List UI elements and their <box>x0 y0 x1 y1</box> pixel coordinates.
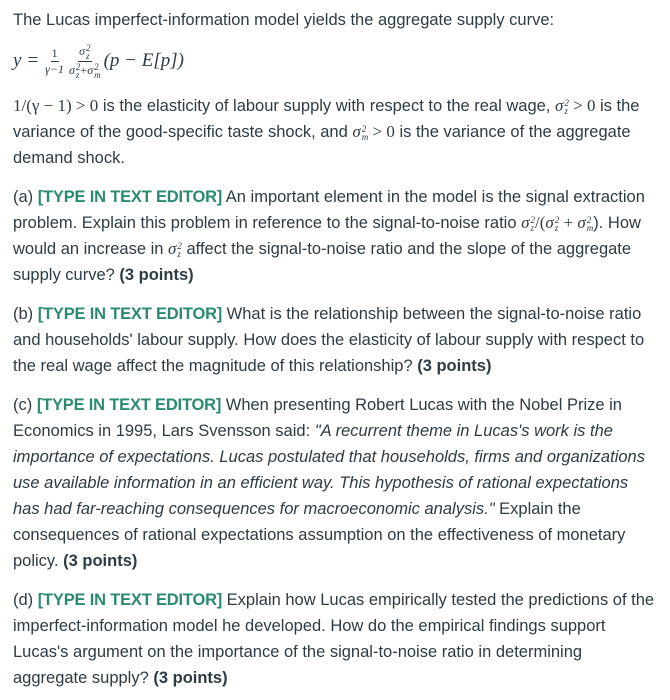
sigma-m-math <box>352 122 394 141</box>
math-tail: > 0 <box>368 122 395 141</box>
sup: 2 <box>94 61 99 72</box>
points-label: (3 points) <box>417 357 492 375</box>
plus: + <box>80 62 88 77</box>
sigma-z-script <box>86 44 91 60</box>
text-editor-tag: [TYPE IN TEXT EDITOR] <box>37 305 223 323</box>
question-d <box>13 587 656 691</box>
sub: z <box>177 249 181 260</box>
sigma: σ <box>577 213 586 232</box>
sub: m <box>361 132 369 143</box>
sigma: σ <box>352 122 361 141</box>
sigma-z: σ <box>79 43 85 58</box>
definition-text: is the elasticity of labour supply with respect to the real wage, <box>98 97 555 115</box>
question-text: Explain how Lucas empirically tested the predictions of the imperfect-information model he developed. How do the empirical findings support Lucas's argument on the importance of the signal-to-noise ratio in determining aggregate supply? <box>13 591 655 687</box>
sup: 2 <box>564 98 569 109</box>
frac-numerator: 1 <box>51 45 58 60</box>
frac-numerator <box>78 44 91 62</box>
definition-text: is the variance of the aggregate demand shock. <box>13 123 631 167</box>
question-text: What is the relationship between the signal-to-noise ratio and households' labour supply. How does the elasticity of labour supply with respect to the real wage affect the magnitude of this relationship? <box>13 305 645 375</box>
question-b <box>13 301 656 379</box>
sigma: σ <box>521 213 530 232</box>
question-text: When presenting Robert Lucas with the Nobel Prize in Economics in 1995, Lars Svensson said: <box>13 396 622 440</box>
question-text: ). How would an increase in <box>13 214 641 258</box>
text-editor-tag: [TYPE IN TEXT EDITOR] <box>37 591 223 609</box>
sub: z <box>86 50 90 61</box>
sub: z <box>554 223 559 234</box>
sup: 2 <box>530 215 535 226</box>
definition-text: is the variance of the good-specific taste shock, and <box>13 97 640 141</box>
points-label: (3 points) <box>63 552 138 570</box>
sup: 2 <box>361 124 367 135</box>
text-editor-tag: [TYPE IN TEXT EDITOR] <box>37 188 223 206</box>
script <box>530 216 535 232</box>
sup: 2 <box>75 61 81 72</box>
frac-denominator: γ−1 <box>45 61 64 76</box>
sup: 2 <box>177 241 182 252</box>
sigma-z-math <box>555 96 595 115</box>
intro-text: The Lucas imperfect-information model yields the aggregate supply curve: <box>13 11 555 29</box>
script <box>555 216 560 232</box>
sigma: σ <box>554 96 564 115</box>
sigma: σ <box>168 239 177 258</box>
formula-equals: = <box>27 50 39 71</box>
question-label: (b) <box>13 305 38 323</box>
question-label: (d) <box>13 591 38 609</box>
formula-rhs: (p − E[p]) <box>103 50 184 71</box>
definitions-paragraph <box>13 93 656 171</box>
sub: m <box>586 223 594 234</box>
aggregate-supply-formula <box>13 37 656 85</box>
signal-noise-ratio-math: σ 2 z /(σ 2 z + σ 2 m <box>521 213 594 234</box>
sub: m <box>94 69 101 80</box>
sub: z <box>75 69 80 80</box>
script <box>94 63 101 79</box>
elasticity-fraction <box>45 47 64 76</box>
sigma-z-math <box>168 239 182 258</box>
sigma: σ <box>545 213 554 232</box>
question-c <box>13 392 656 574</box>
points-label: (3 points) <box>153 669 228 687</box>
formula-lhs: y <box>13 50 22 71</box>
sigma-m: σ <box>87 62 94 77</box>
sub: z <box>564 106 568 117</box>
question-text: An important element in the model is the signal extraction problem. Explain this problem in reference to the signal-to-noise ratio <box>13 188 645 232</box>
question-text: Explain the consequences of rational expectations assumption on the effectiveness of monetary policy. <box>13 500 626 570</box>
text-editor-tag: [TYPE IN TEXT EDITOR] <box>36 396 222 414</box>
question-label: (c) <box>13 396 37 414</box>
sup: 2 <box>586 215 592 226</box>
question-a <box>13 184 656 288</box>
elasticity-math: 1/(γ − 1) > 0 <box>13 96 99 115</box>
question-text: affect the signal-to-noise ratio and the slope of the aggregate supply curve? <box>13 240 632 284</box>
points-label: (3 points) <box>119 266 194 284</box>
sup: 2 <box>86 42 91 53</box>
question-label: (a) <box>13 188 38 206</box>
sigma-z: σ <box>68 62 75 77</box>
svensson-quote: "A recurrent theme in Lucas's work is the importance of expectations. Lucas postulated that households, firms and organizations use available information in an efficient way. This hypothesis of rational expectations has had far-reaching consequences for macroeconomic analysis." <box>13 422 645 518</box>
math-tail: > 0 <box>568 96 596 115</box>
sub: z <box>530 223 534 234</box>
frac-denominator <box>69 62 101 79</box>
signal-noise-fraction <box>69 44 101 79</box>
sup: 2 <box>554 215 560 226</box>
